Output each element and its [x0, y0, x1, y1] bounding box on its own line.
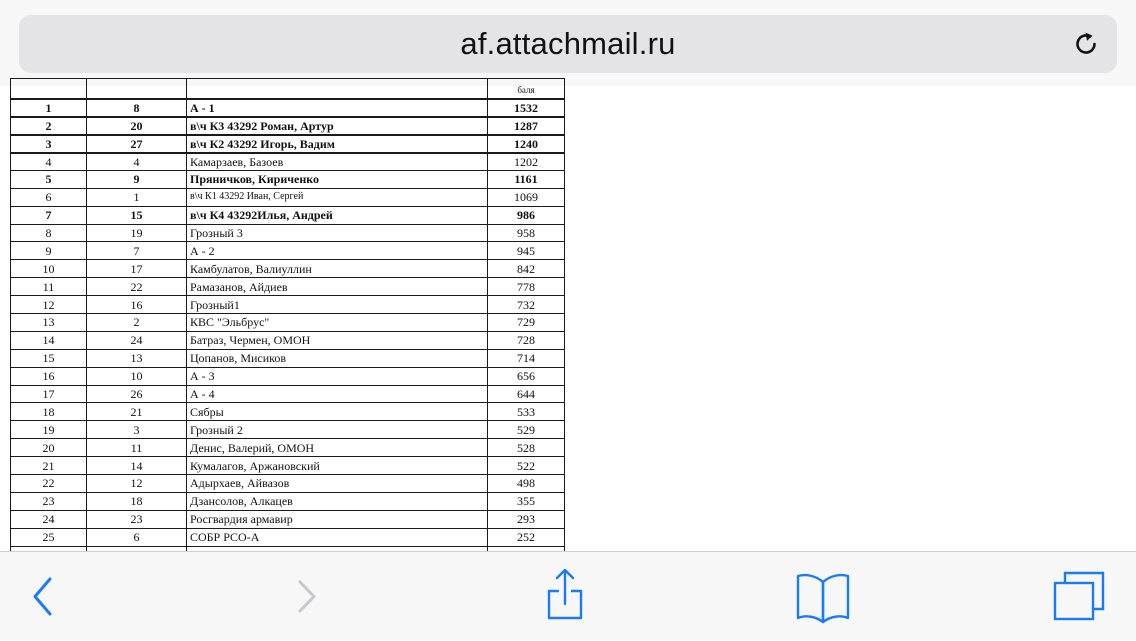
rank-cell: 11	[11, 278, 87, 296]
team-cell: А - 4	[187, 385, 488, 403]
bookmarks-button[interactable]	[795, 552, 851, 641]
table-row	[11, 117, 565, 135]
number-cell: 7	[87, 242, 187, 260]
number-cell: 20	[87, 117, 187, 135]
number-cell: 16	[87, 296, 187, 314]
score-cell: 729	[488, 314, 565, 332]
score-cell: 1069	[488, 188, 565, 206]
team-cell: Пряничков, Кириченко	[187, 170, 488, 188]
score-cell: 293	[488, 510, 565, 528]
score-cell: 355	[488, 492, 565, 510]
score-cell: 1161	[488, 170, 565, 188]
team-cell: Адырхаев, Айвазов	[187, 475, 488, 493]
number-cell: 3	[87, 421, 187, 439]
number-cell: 14	[87, 457, 187, 475]
table-row	[11, 99, 565, 117]
score-cell: 529	[488, 421, 565, 439]
table-row	[11, 188, 565, 206]
table-row	[11, 296, 565, 314]
table-header-row	[11, 79, 565, 99]
table-row	[11, 403, 565, 421]
table-row	[11, 492, 565, 510]
rank-cell: 22	[11, 475, 87, 493]
number-cell: 27	[87, 135, 187, 153]
table-row	[11, 153, 565, 171]
team-cell: А - 1	[187, 99, 488, 117]
number-cell: 9	[87, 170, 187, 188]
rank-cell: 8	[11, 224, 87, 242]
chevron-left-icon	[28, 552, 58, 641]
rank-cell: 25	[11, 528, 87, 546]
score-cell: 986	[488, 206, 565, 224]
table-row	[11, 457, 565, 475]
address-bar[interactable]	[19, 15, 1117, 73]
team-cell: в\ч К3 43292 Роман, Артур	[187, 117, 488, 135]
rank-cell: 3	[11, 135, 87, 153]
score-cell: 522	[488, 457, 565, 475]
table-row	[11, 510, 565, 528]
number-cell: 19	[87, 224, 187, 242]
number-cell: 12	[87, 475, 187, 493]
number-cell: 22	[87, 278, 187, 296]
team-cell: Рамазанов, Айдиев	[187, 278, 488, 296]
header-score-partial: баля	[488, 79, 565, 99]
rank-cell: 12	[11, 296, 87, 314]
score-cell: 945	[488, 242, 565, 260]
score-cell: 252	[488, 528, 565, 546]
url-text[interactable]: af.attachmail.ru	[460, 26, 676, 61]
rank-cell: 4	[11, 153, 87, 171]
score-cell: 732	[488, 296, 565, 314]
table-row	[11, 331, 565, 349]
tabs-button[interactable]	[1052, 552, 1108, 641]
score-cell: 528	[488, 439, 565, 457]
rank-cell: 9	[11, 242, 87, 260]
team-cell: Грозный 3	[187, 224, 488, 242]
table-row	[11, 475, 565, 493]
rank-cell: 24	[11, 510, 87, 528]
score-cell: 714	[488, 349, 565, 367]
table-row	[11, 421, 565, 439]
share-button[interactable]	[544, 552, 588, 641]
team-cell: Грозный1	[187, 296, 488, 314]
score-cell: 656	[488, 367, 565, 385]
number-cell: 23	[87, 510, 187, 528]
rank-cell: 20	[11, 439, 87, 457]
number-cell: 4	[87, 153, 187, 171]
team-cell: в\ч К4 43292Илья, Андрей	[187, 206, 488, 224]
team-cell: Камбулатов, Валиуллин	[187, 260, 488, 278]
table-row	[11, 278, 565, 296]
rank-cell: 14	[11, 331, 87, 349]
score-cell: 778	[488, 278, 565, 296]
score-cell: 644	[488, 385, 565, 403]
team-cell: в\ч К2 43292 Игорь, Вадим	[187, 135, 488, 153]
number-cell: 10	[87, 367, 187, 385]
team-cell: Кумалагов, Аржановский	[187, 457, 488, 475]
team-cell: Цопанов, Мисиков	[187, 349, 488, 367]
team-cell: А - 2	[187, 242, 488, 260]
team-cell: Дзансолов, Алкацев	[187, 492, 488, 510]
score-cell: 1240	[488, 135, 565, 153]
score-cell: 1202	[488, 153, 565, 171]
rank-cell: 18	[11, 403, 87, 421]
number-cell: 11	[87, 439, 187, 457]
address-bar-area	[0, 0, 1136, 86]
forward-button[interactable]	[292, 552, 322, 641]
team-cell: в\ч К1 43292 Иван, Сергей	[187, 188, 488, 206]
number-cell: 15	[87, 206, 187, 224]
share-icon	[544, 552, 588, 641]
number-cell: 6	[87, 528, 187, 546]
score-cell: 498	[488, 475, 565, 493]
team-cell: Денис, Валерий, ОМОН	[187, 439, 488, 457]
number-cell: 18	[87, 492, 187, 510]
table-row	[11, 260, 565, 278]
score-cell: 958	[488, 224, 565, 242]
table-row	[11, 367, 565, 385]
number-cell: 21	[87, 403, 187, 421]
number-cell: 24	[87, 331, 187, 349]
table-row	[11, 135, 565, 153]
score-cell: 842	[488, 260, 565, 278]
reload-icon[interactable]	[1071, 29, 1101, 59]
score-cell: 533	[488, 403, 565, 421]
rank-cell: 1	[11, 99, 87, 117]
rank-cell: 5	[11, 170, 87, 188]
table-row	[11, 314, 565, 332]
rank-cell: 2	[11, 117, 87, 135]
rank-cell: 21	[11, 457, 87, 475]
number-cell: 13	[87, 349, 187, 367]
rank-cell: 17	[11, 385, 87, 403]
score-cell: 728	[488, 331, 565, 349]
number-cell: 8	[87, 99, 187, 117]
score-cell: 1532	[488, 99, 565, 117]
rank-cell: 23	[11, 492, 87, 510]
table-row	[11, 528, 565, 546]
number-cell: 1	[87, 188, 187, 206]
rank-cell: 7	[11, 206, 87, 224]
chevron-right-icon	[292, 552, 322, 641]
table-row	[11, 224, 565, 242]
team-cell: А - 3	[187, 367, 488, 385]
rank-cell: 6	[11, 188, 87, 206]
table-row	[11, 385, 565, 403]
bottom-toolbar	[0, 551, 1136, 640]
rank-cell: 19	[11, 421, 87, 439]
team-cell: КВС "Эльбрус"	[187, 314, 488, 332]
team-cell: Сябры	[187, 403, 488, 421]
rank-cell: 13	[11, 314, 87, 332]
table-row	[11, 439, 565, 457]
team-cell: СОБР РСО-А	[187, 528, 488, 546]
document-viewer[interactable]	[0, 86, 1136, 551]
team-cell: Батраз, Чермен, ОМОН	[187, 331, 488, 349]
number-cell: 17	[87, 260, 187, 278]
rank-cell: 15	[11, 349, 87, 367]
team-cell: Грозный 2	[187, 421, 488, 439]
results-table	[10, 78, 565, 564]
table-row	[11, 349, 565, 367]
book-icon	[795, 552, 851, 641]
tabs-icon	[1052, 552, 1108, 641]
results-sheet	[10, 78, 564, 564]
table-row	[11, 206, 565, 224]
rank-cell: 10	[11, 260, 87, 278]
score-cell: 1287	[488, 117, 565, 135]
table-row	[11, 170, 565, 188]
team-cell: Камарзаев, Базоев	[187, 153, 488, 171]
number-cell: 26	[87, 385, 187, 403]
number-cell: 2	[87, 314, 187, 332]
back-button[interactable]	[28, 552, 58, 641]
table-row	[11, 242, 565, 260]
rank-cell: 16	[11, 367, 87, 385]
team-cell: Росгвардия армавир	[187, 510, 488, 528]
